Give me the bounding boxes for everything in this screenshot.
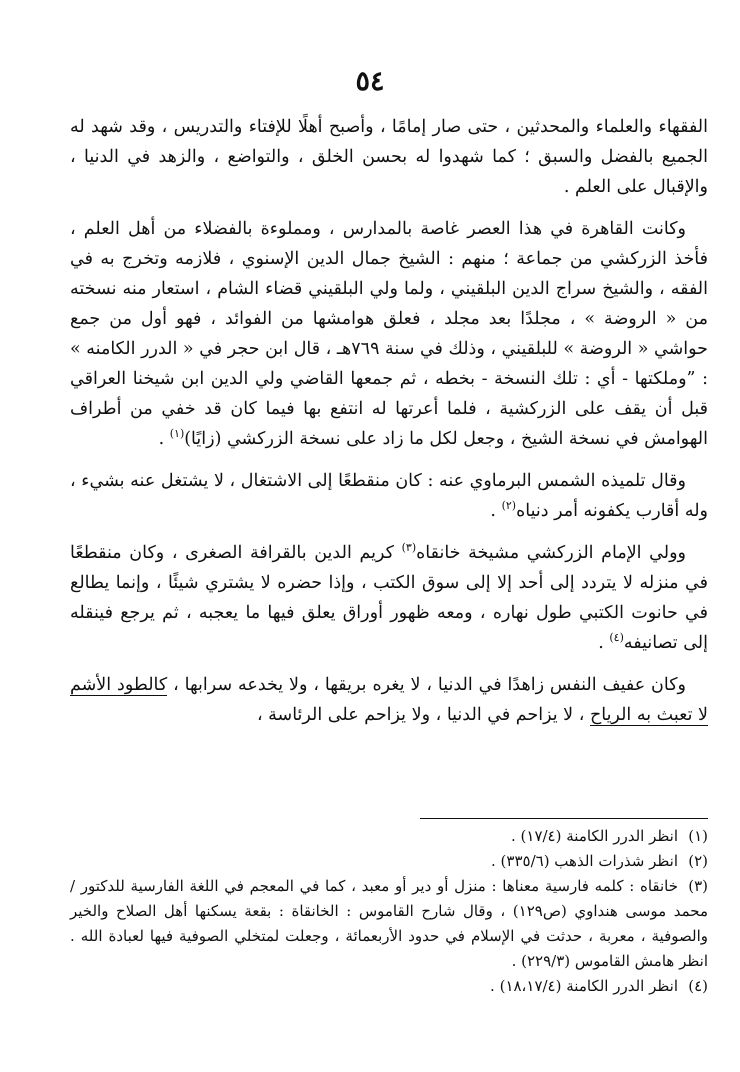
text-segment: وكان عفيف النفس زاهدًا في الدنيا ، لا يغره بريقها ، ولا يخدعه سرابها ، [167, 675, 686, 695]
footnote [70, 874, 708, 974]
footnote-marker: (٣) [401, 541, 417, 555]
footnote-number: (٤) [688, 977, 708, 995]
footnote-text: انظر الدرر الكامنة (١٧/٤) . [511, 827, 678, 845]
paragraph [70, 112, 708, 202]
paragraph [70, 214, 708, 454]
text-segment: . [490, 501, 502, 521]
footnote [70, 849, 708, 874]
underlined-text: كالطود الأشم لا تعبث به الرياح [70, 675, 708, 725]
footnote-number: (٢) [688, 852, 708, 870]
paragraph [70, 670, 708, 730]
footnotes [70, 824, 708, 999]
page-number: ٥٤ [355, 66, 385, 97]
text-segment: . [158, 429, 170, 449]
footnote-marker: (٢) [501, 499, 517, 513]
footnote-marker: (١) [169, 427, 185, 441]
paragraph [70, 538, 708, 658]
footnote-text: خانقاه : كلمه فارسية معناها : منزل أو دير أو معبد ، كما في المعجم في اللغة الفارسية للدكتور /محمد موسى هنداوي (ص١٢٩) ، وقال شارح القاموس : الخانقاة : بقعة يسكنها أهل الصلاح والخير والصوفية ، معربة ، حدثت في الإسلام في حدود الأربعمائة ، وجعلت لمتخلي الصوفية فيها لعبادة الله . انظر هامش القاموس (٢٢٩/٣) . [70, 877, 709, 970]
paragraph [70, 466, 708, 526]
footnote-number: (١) [688, 827, 708, 845]
footnote-separator [420, 818, 708, 819]
footnote-text: انظر شذرات الذهب (٣٣٥/٦) . [491, 852, 678, 870]
footnote-number: (٣) [688, 877, 708, 895]
text-segment: . [598, 633, 610, 653]
footnote-marker: (٤) [609, 631, 624, 645]
footnote [70, 974, 708, 999]
text-segment: وولي الإمام الزركشي مشيخة خانقاه [416, 543, 686, 563]
text-segment: وقال تلميذه الشمس البرماوي عنه : كان منقطعًا إلى الاشتغال ، لا يشتغل عنه بشيء ، وله أقارب يكفونه أمر دنياه [70, 471, 708, 521]
footnote [70, 824, 708, 849]
text-segment: ، لا يزاحم في الدنيا ، ولا يزاحم على الرئاسة ، [256, 705, 590, 725]
text-segment: كريم الدين بالقرافة الصغرى ، وكان منقطعًا في منزله لا يتردد إلى أحد إلا إلى سوق الكتب ، وإذا حضره لا يشتري شيئًا ، وإنما يطالع في حانوت الكتبي طول نهاره ، ومعه ظهور أوراق يعلق فيها ما يعجبه ، ثم يرجع فينقله إلى تصانيفه [70, 543, 708, 653]
footnote-text: انظر الدرر الكامنة (١٨،١٧/٤) . [490, 977, 678, 995]
text-segment: وكانت القاهرة في هذا العصر غاصة بالمدارس ، ومملوءة بالفضلاء من أهل العلم ، فأخذ الزركشي من جماعة ؛ منهم : الشيخ جمال الدين الإسنوي ، فلازمه وتخرج به في الفقه ، والشيخ سراج الدين البلقيني ، ولما ولي البلقيني قضاء الشام ، استعار منه نسخته من « الروضة » ، مجلدًا بعد مجلد ، فعلق هوامشها من الفوائد ، فهو أول من جمع حواشي « الروضة » للبلقيني ، وذلك في سنة ٧٦٩هـ ، قال ابن حجر في « الدرر الكامنه » : ”وملكتها - أي : تلك النسخة - بخطه ، ثم جمعها القاضي ولي الدين ابن شيخنا العراقي قبل أن يقف على الزركشية ، فلما أعرتها له انتفع بها فيما كان قد خفي من أطراف الهوامش في نسخة الشيخ ، وجعل لكل ما زاد على نسخة الزركشي (زايًا) [70, 219, 708, 449]
main-text [70, 112, 708, 742]
text-segment: الفقهاء والعلماء والمحدثين ، حتى صار إمامًا ، وأصبح أهلًا للإفتاء والتدريس ، وقد شهد له الجميع بالفضل والسبق ؛ كما شهدوا له بحسن الخلق ، والتواضع ، والزهد في الدنيا ، والإقبال على العلم . [70, 117, 708, 197]
